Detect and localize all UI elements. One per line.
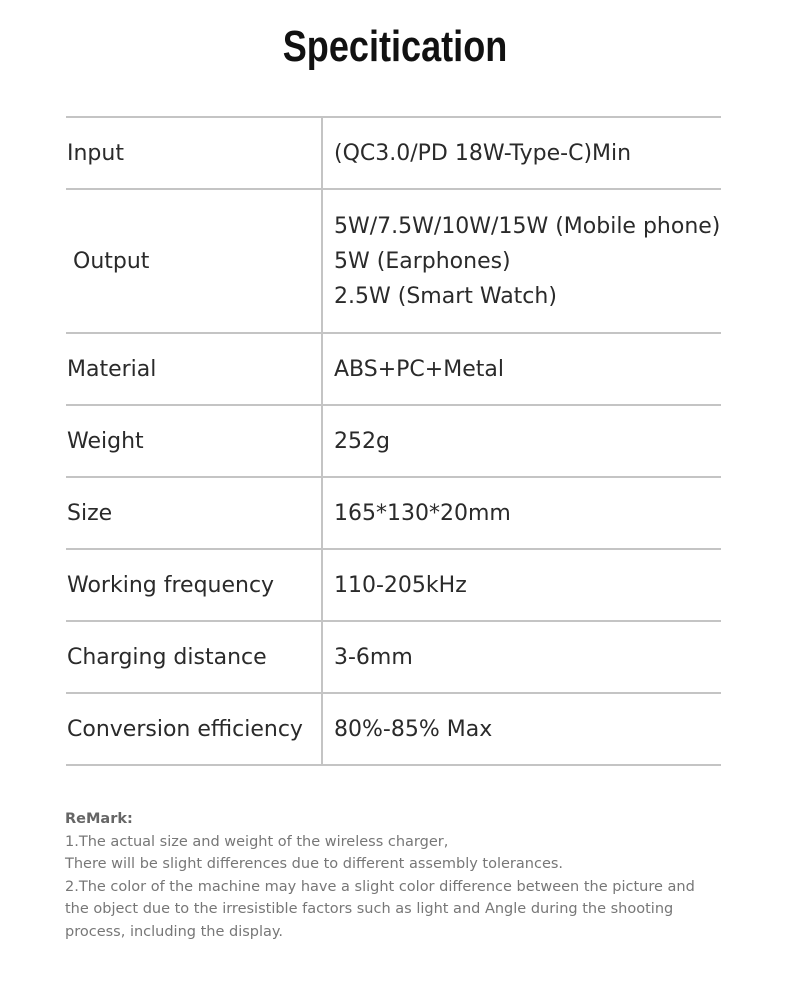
spec-value-line: 5W/7.5W/10W/15W (Mobile phone) [334,213,721,239]
remark-line: the object due to the irresistible factors such as light and Angle during the shooting [65,901,674,917]
spec-value [322,568,467,603]
spec-row-working-frequency [66,550,721,622]
remark-line: 2.The color of the machine may have a slight color difference between the picture and [65,878,695,895]
spec-label: Charging distance [67,644,267,670]
spec-value-line: 5W (Earphones) [334,248,511,274]
spec-label: Weight [67,428,144,454]
spec-value [322,712,492,747]
spec-value [322,209,720,314]
spec-label: Material [67,356,157,382]
spec-label: Size [67,500,113,526]
spec-value-line: 3-6mm [334,644,413,670]
spec-value-line: (QC3.0/PD 18W-Type-C)Min [334,140,632,166]
spec-label: Working frequency [67,572,275,598]
spec-row-conversion-efficiency [66,694,721,766]
spec-row-weight [66,406,721,478]
remark-line: 1.The actual size and weight of the wireless charger, [65,833,449,850]
remark-heading: ReMark: [65,811,133,827]
spec-value-line: ABS+PC+Metal [334,356,504,382]
spec-label: Conversion efficiency [67,716,303,742]
remark-section [65,808,745,943]
spec-value [322,136,631,171]
remark-line: There will be slight differences due to different assembly tolerances. [65,856,564,872]
spec-row-input [66,118,721,190]
spec-row-charging-distance [66,622,721,694]
spec-value-line: 2.5W (Smart Watch) [334,283,557,309]
page-title: Specitication [282,22,508,71]
spec-value-line: 80%-85% Max [334,716,493,742]
spec-value [322,496,511,531]
spec-value [322,424,390,459]
spec-label: Input [67,140,124,166]
spec-value [322,352,504,387]
spec-row-output [66,190,721,334]
spec-table [66,116,721,766]
spec-row-material [66,334,721,406]
spec-value-line: 110-205kHz [334,572,467,598]
spec-value [322,640,413,675]
spec-value-line: 165*130*20mm [334,500,511,526]
spec-value-line: 252g [334,428,390,454]
spec-label: Output [73,248,150,274]
remark-line: process, including the display. [65,923,284,940]
spec-row-size [66,478,721,550]
